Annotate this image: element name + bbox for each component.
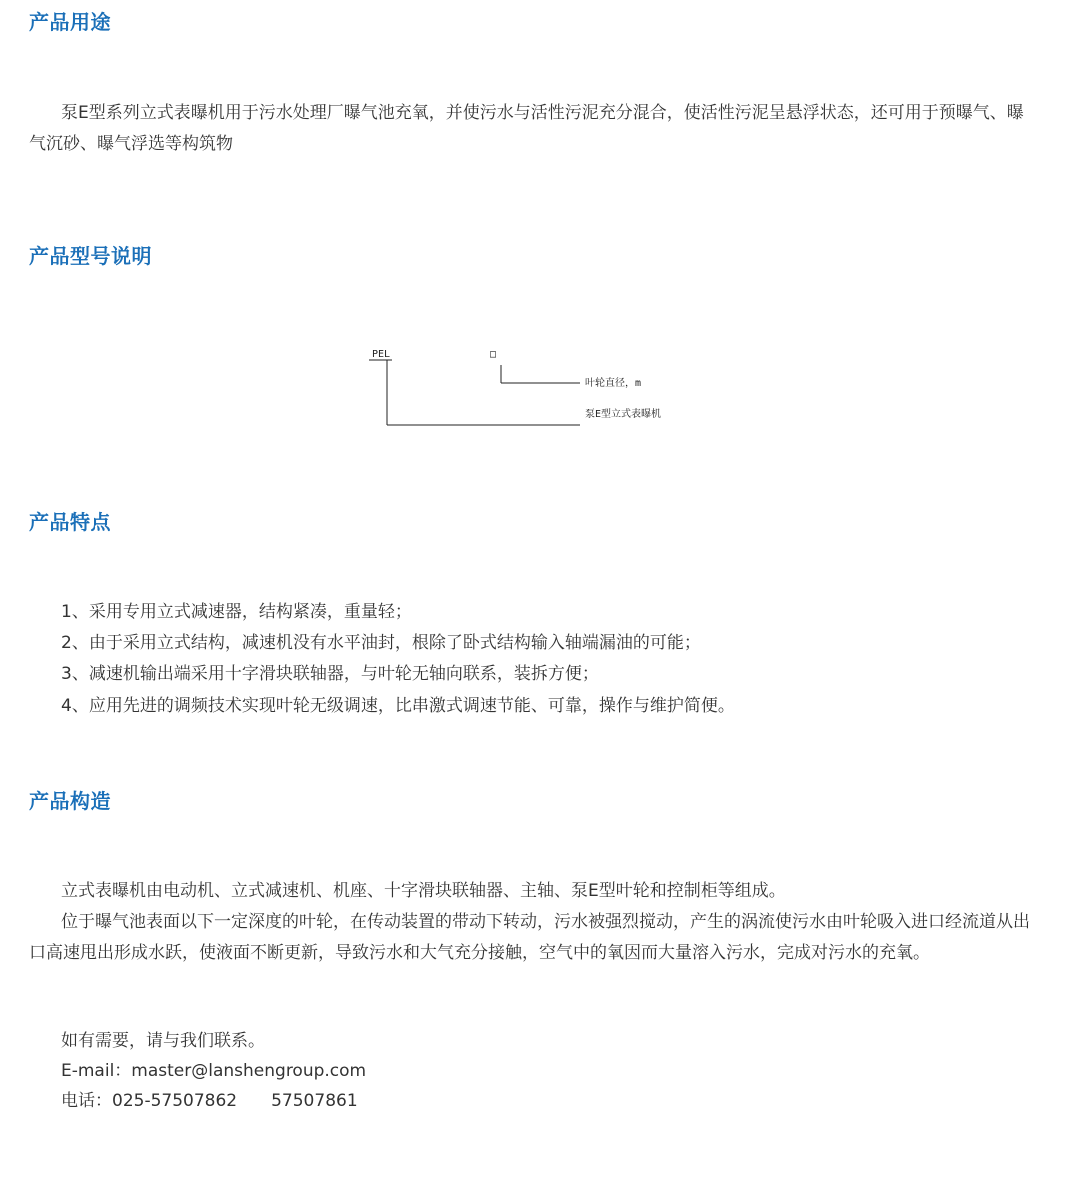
construction-description — [29, 876, 1039, 969]
contact-intro: 如有需要，请与我们联系。 — [61, 1031, 265, 1051]
label-aerator-type: 泵E型立式表曝机 — [585, 409, 662, 420]
usage-description: 泵E型系列立式表曝机用于污水处理厂曝气池充氧，并使污水与活性污泥充分混合，使活性污泥呈悬浮状态，还可用于预曝气、曝气沉砂、曝气浮选等构筑物 — [29, 103, 1024, 154]
section-title-construction: 产品构造 — [29, 789, 111, 813]
construction-paragraph-2: 位于曝气池表面以下一定深度的叶轮，在传动装置的带动下转动，污水被强烈搅动，产生的涡流使污水由叶轮吸入进口经流道从出口高速甩出形成水跃，使液面不断更新，导致污水和大气充分接触，空气中的氧因而大量溶入污水，完成对污水的充氧。 — [29, 912, 1030, 963]
model-prefix: PEL — [372, 349, 391, 360]
feature-item-2: 2、由于采用立式结构，减速机没有水平油封，根除了卧式结构输入轴端漏油的可能； — [61, 633, 701, 653]
feature-item-4: 4、应用先进的调频技术实现叶轮无级调速，比串激式调速节能、可靠，操作与维护简便。 — [61, 696, 735, 716]
construction-paragraph-1: 立式表曝机由电动机、立式减速机、机座、十字滑块联轴器、主轴、泵E型叶轮和控制柜等组成。 — [61, 881, 786, 901]
contact-email: E-mail：master@lanshengroup.com — [61, 1061, 367, 1081]
section-title-features: 产品特点 — [29, 510, 111, 534]
section-title-usage: 产品用途 — [29, 10, 111, 34]
label-impeller-diameter: 叶轮直径，m — [585, 378, 642, 389]
feature-item-3: 3、减速机输出端采用十字滑块联轴器，与叶轮无轴向联系，装拆方便； — [61, 664, 599, 684]
model-code-diagram — [360, 340, 700, 440]
contact-phone: 电话：025-57507862 57507861 — [61, 1091, 358, 1111]
feature-item-1: 1、采用专用立式减速器，结构紧凑，重量轻； — [61, 602, 412, 622]
section-title-model: 产品型号说明 — [29, 244, 152, 268]
model-box-symbol: □ — [490, 349, 497, 360]
